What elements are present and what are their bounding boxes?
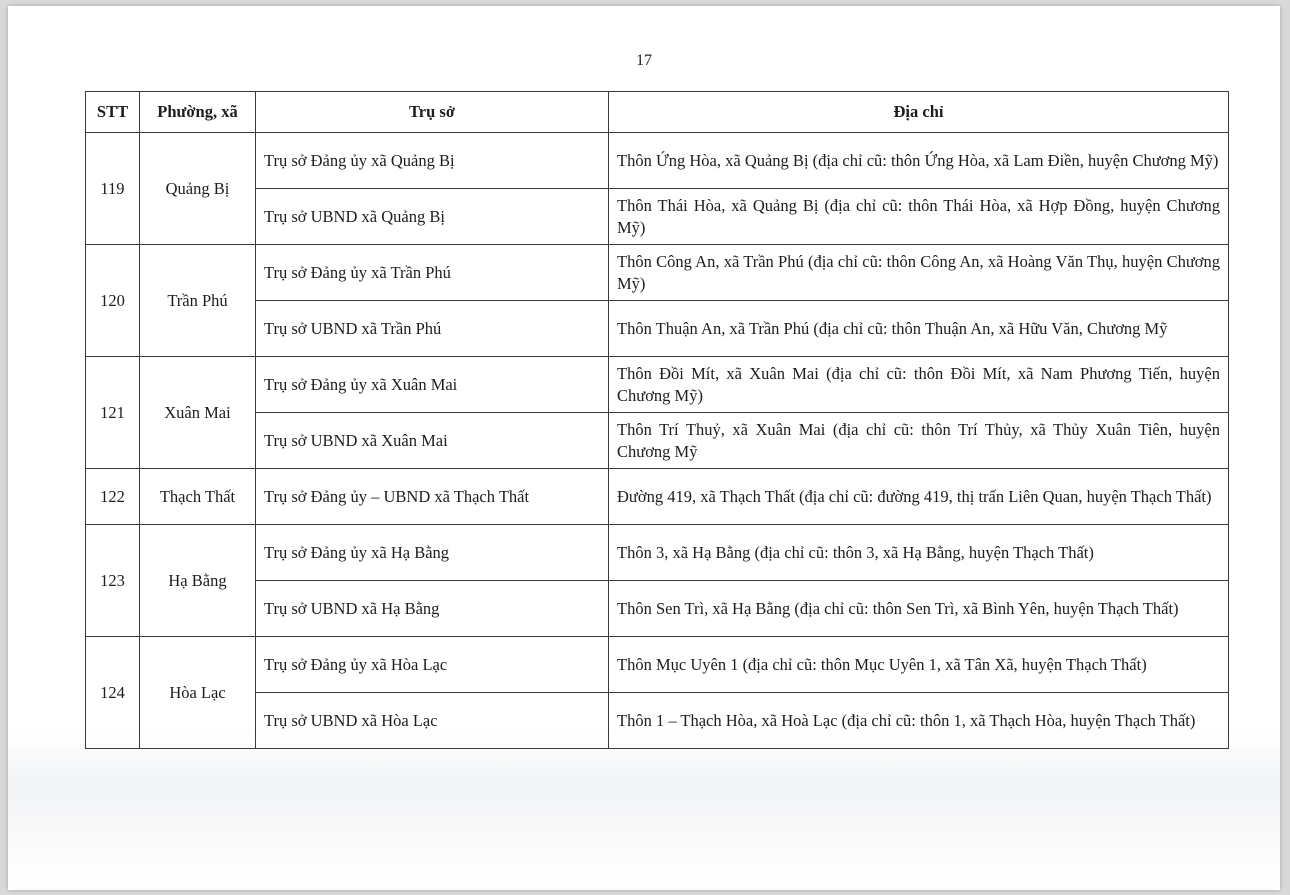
table-row — [86, 301, 1229, 357]
headquarters-cell: Trụ sở UBND xã Trần Phú — [256, 301, 609, 357]
stt-cell: 123 — [86, 525, 140, 637]
headquarters-cell: Trụ sở UBND xã Xuân Mai — [256, 413, 609, 469]
address-cell: Thôn Sen Trì, xã Hạ Bằng (địa chỉ cũ: thôn Sen Trì, xã Bình Yên, huyện Thạch Thất) — [609, 581, 1229, 637]
ward-cell: Hòa Lạc — [140, 637, 256, 749]
address-cell: Thôn Công An, xã Trần Phú (địa chỉ cũ: thôn Công An, xã Hoàng Văn Thụ, huyện Chương Mỹ) — [609, 245, 1229, 301]
headquarters-cell: Trụ sở Đảng ủy xã Hạ Bằng — [256, 525, 609, 581]
ward-cell: Hạ Bằng — [140, 525, 256, 637]
address-cell: Thôn 3, xã Hạ Bằng (địa chỉ cũ: thôn 3, xã Hạ Bằng, huyện Thạch Thất) — [609, 525, 1229, 581]
header-headquarters: Trụ sở — [256, 92, 609, 133]
table-row — [86, 357, 1229, 413]
headquarters-cell: Trụ sở UBND xã Quảng Bị — [256, 189, 609, 245]
stt-cell: 119 — [86, 133, 140, 245]
address-cell: Thôn Thái Hòa, xã Quảng Bị (địa chỉ cũ: thôn Thái Hòa, xã Hợp Đồng, huyện Chương Mỹ) — [609, 189, 1229, 245]
document-page — [8, 6, 1280, 890]
address-cell: Thôn Trí Thuỷ, xã Xuân Mai (địa chỉ cũ: thôn Trí Thủy, xã Thủy Xuân Tiên, huyện Chương Mỹ — [609, 413, 1229, 469]
stt-cell: 124 — [86, 637, 140, 749]
address-cell: Thôn Thuận An, xã Trần Phú (địa chỉ cũ: thôn Thuận An, xã Hữu Văn, Chương Mỹ — [609, 301, 1229, 357]
table-row — [86, 525, 1229, 581]
ward-cell: Trần Phú — [140, 245, 256, 357]
headquarters-cell: Trụ sở Đảng ủy xã Hòa Lạc — [256, 637, 609, 693]
stt-cell: 120 — [86, 245, 140, 357]
table-row — [86, 133, 1229, 189]
address-cell: Thôn Mục Uyên 1 (địa chỉ cũ: thôn Mục Uyên 1, xã Tân Xã, huyện Thạch Thất) — [609, 637, 1229, 693]
address-cell: Thôn Ứng Hòa, xã Quảng Bị (địa chỉ cũ: thôn Ứng Hòa, xã Lam Điền, huyện Chương Mỹ) — [609, 133, 1229, 189]
header-ward: Phường, xã — [140, 92, 256, 133]
address-cell: Thôn Đồi Mít, xã Xuân Mai (địa chỉ cũ: thôn Đồi Mít, xã Nam Phương Tiến, huyện Chương Mỹ) — [609, 357, 1229, 413]
table-row — [86, 469, 1229, 525]
table-row — [86, 189, 1229, 245]
page-number: 17 — [636, 52, 652, 69]
table-row — [86, 581, 1229, 637]
table-row — [86, 245, 1229, 301]
headquarters-cell: Trụ sở Đảng ủy – UBND xã Thạch Thất — [256, 469, 609, 525]
header-stt: STT — [86, 92, 140, 133]
office-address-table — [85, 91, 1229, 749]
table-row — [86, 693, 1229, 749]
header-address: Địa chỉ — [609, 92, 1229, 133]
address-cell: Thôn 1 – Thạch Hòa, xã Hoà Lạc (địa chỉ cũ: thôn 1, xã Thạch Hòa, huyện Thạch Thất) — [609, 693, 1229, 749]
stt-cell: 122 — [86, 469, 140, 525]
ward-cell: Xuân Mai — [140, 357, 256, 469]
table-row — [86, 637, 1229, 693]
address-cell: Đường 419, xã Thạch Thất (địa chỉ cũ: đường 419, thị trấn Liên Quan, huyện Thạch Thất) — [609, 469, 1229, 525]
headquarters-cell: Trụ sở UBND xã Hạ Bằng — [256, 581, 609, 637]
table-row — [86, 413, 1229, 469]
headquarters-cell: Trụ sở Đảng ủy xã Quảng Bị — [256, 133, 609, 189]
headquarters-cell: Trụ sở Đảng ủy xã Xuân Mai — [256, 357, 609, 413]
ward-cell: Quảng Bị — [140, 133, 256, 245]
headquarters-cell: Trụ sở UBND xã Hòa Lạc — [256, 693, 609, 749]
stt-cell: 121 — [86, 357, 140, 469]
ward-cell: Thạch Thất — [140, 469, 256, 525]
headquarters-cell: Trụ sở Đảng ủy xã Trần Phú — [256, 245, 609, 301]
table-header-row — [86, 92, 1229, 133]
